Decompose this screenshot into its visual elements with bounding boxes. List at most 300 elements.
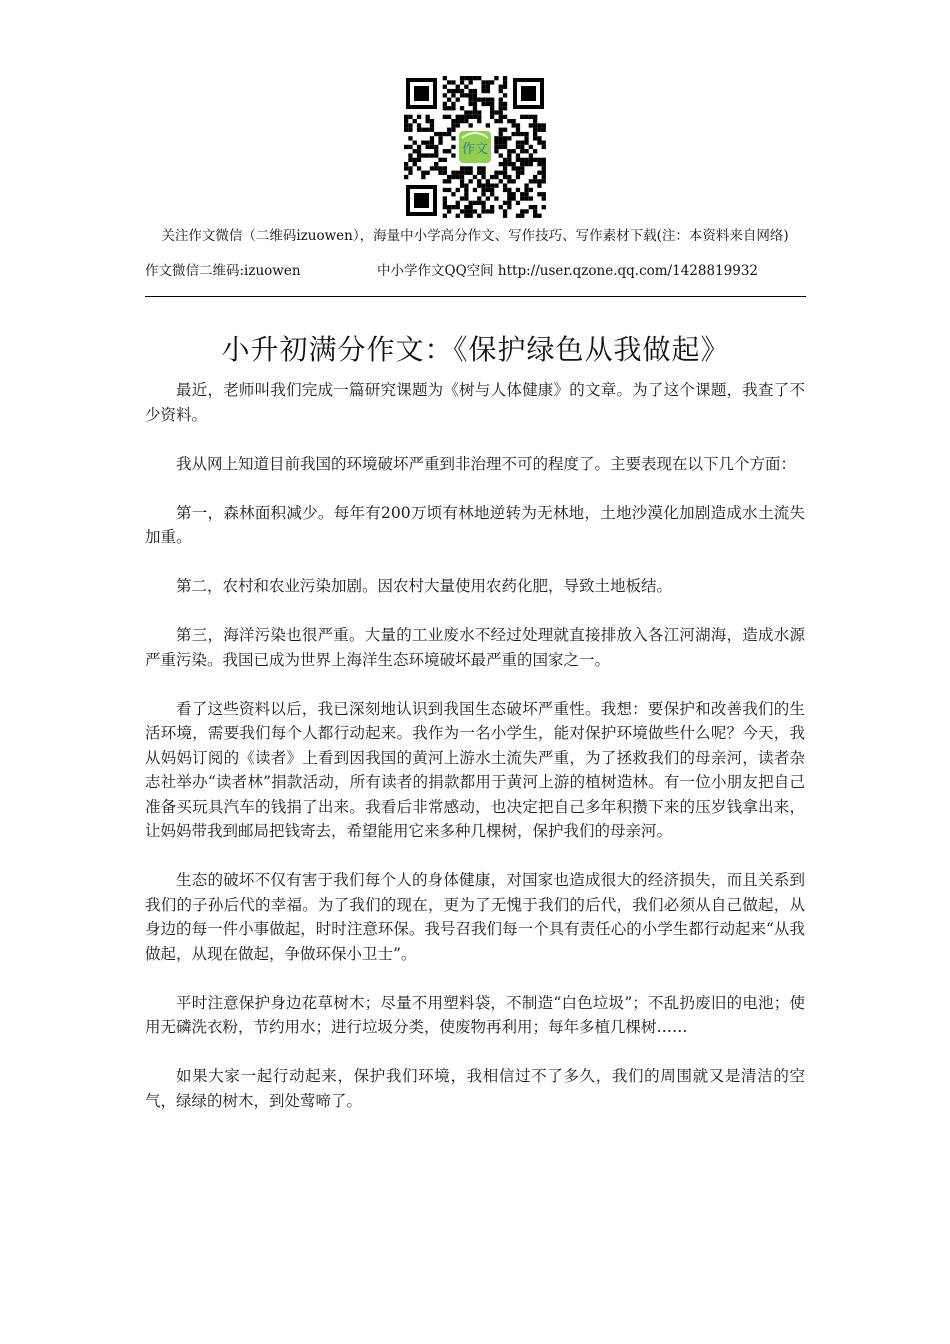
qr-module [537, 184, 541, 188]
qr-module [426, 119, 430, 123]
qr-module [421, 171, 425, 175]
qr-module [490, 80, 494, 84]
qr-module [516, 145, 520, 149]
qr-module [542, 196, 546, 200]
qr-module [481, 201, 485, 205]
qr-module [499, 162, 503, 166]
qr-module [460, 209, 464, 213]
paragraph: 平时注意保护身边花草树木；尽量不用塑料袋，不制造“白色垃圾”；不乱扔废旧的电池；使用无磷洗衣粉，节约用水；进行垃圾分类，使废物再利用；每年多植几棵树…… [145, 993, 805, 1036]
qr-module [456, 205, 460, 209]
qr-module [490, 115, 494, 119]
qr-module [507, 175, 511, 179]
qr-module [417, 166, 421, 170]
qr-module [486, 89, 490, 93]
qr-module [503, 162, 507, 166]
qr-module [404, 128, 408, 132]
qr-module [404, 162, 408, 166]
qr-module [469, 214, 473, 218]
qr-module [524, 209, 528, 213]
qr-module [516, 171, 520, 175]
qr-module [512, 132, 516, 136]
qr-module [451, 192, 455, 196]
qr-module [537, 162, 541, 166]
qr-module [447, 106, 451, 110]
qr-module [494, 141, 498, 145]
qr-module [456, 98, 460, 102]
qr-module [456, 214, 460, 218]
qr-module [503, 166, 507, 170]
qr-module [503, 184, 507, 188]
qr-module [533, 175, 537, 179]
qr-module [529, 188, 533, 192]
qr-module [460, 93, 464, 97]
qr-module [507, 196, 511, 200]
qr-module [524, 192, 528, 196]
qr-module [451, 136, 455, 140]
qr-module [499, 128, 503, 132]
qr-module [499, 89, 503, 93]
qr-module [516, 153, 520, 157]
qr-module [507, 153, 511, 157]
qr-module [413, 158, 417, 162]
qr-module [499, 119, 503, 123]
qr-module [481, 209, 485, 213]
qr-module [481, 184, 485, 188]
qr-module [529, 145, 533, 149]
qr-module [537, 192, 541, 196]
qr-module [447, 175, 451, 179]
qr-module [443, 115, 447, 119]
qr-module [503, 128, 507, 132]
qr-module [499, 145, 503, 149]
qr-module [512, 196, 516, 200]
qr-module [499, 179, 503, 183]
wechat-id: 作文微信二维码:izuowen [145, 263, 301, 279]
qr-module [499, 205, 503, 209]
qr-module [443, 188, 447, 192]
qr-module [486, 98, 490, 102]
qr-module [503, 76, 507, 80]
qr-module [503, 145, 507, 149]
qzone-link[interactable]: 中小学作文QQ空间 http://user.qzone.qq.com/1428819932 [377, 263, 758, 279]
qr-module [494, 110, 498, 114]
qr-module [447, 209, 451, 213]
qr-module [481, 166, 485, 170]
qr-module [417, 158, 421, 162]
qr-module [408, 115, 412, 119]
qr-module [464, 188, 468, 192]
qr-module [443, 179, 447, 183]
qr-module [537, 123, 541, 127]
qr-module [443, 201, 447, 205]
qr-module [512, 149, 516, 153]
qr-module [486, 123, 490, 127]
qr-module [520, 209, 524, 213]
qr-module [404, 166, 408, 170]
qr-module [494, 76, 498, 80]
qr-module [524, 149, 528, 153]
qr-module [503, 136, 507, 140]
qr-code [404, 76, 546, 218]
qr-module [460, 166, 464, 170]
qr-module [421, 153, 425, 157]
qr-module [430, 166, 434, 170]
qr-module [438, 132, 442, 136]
qr-module [473, 98, 477, 102]
qr-module [481, 188, 485, 192]
qr-module [503, 141, 507, 145]
qr-module [408, 128, 412, 132]
qr-module [520, 214, 524, 218]
qr-module [447, 80, 451, 84]
qr-module [443, 205, 447, 209]
qr-module [447, 179, 451, 183]
qr-module [477, 171, 481, 175]
qr-module [469, 98, 473, 102]
qr-module [464, 192, 468, 196]
qr-module [503, 102, 507, 106]
qr-module [443, 85, 447, 89]
qr-module [503, 106, 507, 110]
qr-module [426, 128, 430, 132]
qr-module [408, 123, 412, 127]
qr-module [430, 123, 434, 127]
qr-module [537, 158, 541, 162]
qr-module [447, 98, 451, 102]
qr-module [477, 166, 481, 170]
qr-module [533, 214, 537, 218]
paragraph: 看了这些资料以后，我已深刻地认识到我国生态破坏严重性。我想：要保护和改善我们的生活环境，需要我们每个人都行动起来。我作为一名小学生，能对保护环境做些什么呢？今天，我从妈妈订阅的《读者》上看到因我国的黄河上游水土流失严重，为了拯救我们的母亲河，读者杂志社举办“读者林”捐款活动，所有读者的捐款都用于黄河上游的植树造林。有一位小朋友把自己准备买玩具汽车的钱捐了出来。我看后非常感动，也决定把自己多年积攒下来的压岁钱拿出来，让妈妈带我到邮局把钱寄去，希望能用它来多种几棵树，保护我们的母亲河。 [145, 699, 805, 840]
qr-module [490, 110, 494, 114]
qr-module [451, 93, 455, 97]
qr-module [413, 162, 417, 166]
qr-module [503, 188, 507, 192]
qr-module [473, 201, 477, 205]
qr-module [512, 123, 516, 127]
qr-module [503, 214, 507, 218]
page-title: 小升初满分作文：《保护绿色从我做起》 [221, 332, 730, 366]
qr-module [533, 205, 537, 209]
qr-module [469, 123, 473, 127]
qr-module [477, 214, 481, 218]
qr-module [451, 128, 455, 132]
qr-module [460, 106, 464, 110]
qr-module [503, 171, 507, 175]
qr-module [481, 85, 485, 89]
qr-module [516, 188, 520, 192]
qr-module [533, 209, 537, 213]
qr-module [447, 149, 451, 153]
qr-module [443, 214, 447, 218]
qr-module [469, 89, 473, 93]
qr-module [408, 136, 412, 140]
qr-module [512, 119, 516, 123]
qr-module [486, 209, 490, 213]
qr-module [507, 162, 511, 166]
qr-module [464, 93, 468, 97]
qr-module [499, 171, 503, 175]
qr-module [486, 80, 490, 84]
qr-module [456, 201, 460, 205]
qr-module [533, 128, 537, 132]
qr-module [542, 166, 546, 170]
qr-module [447, 132, 451, 136]
qr-module [417, 153, 421, 157]
header-note: 关注作文微信（二维码izuowen），海量中小学高分作文、写作技巧、写作素材下载(注：本资料来自网络) [161, 228, 789, 244]
qr-module [430, 128, 434, 132]
qr-finder-bottom-left [406, 185, 437, 216]
qr-module [451, 175, 455, 179]
qr-module [542, 171, 546, 175]
qr-module [481, 175, 485, 179]
qr-module [516, 128, 520, 132]
qr-module [477, 184, 481, 188]
qr-module [542, 179, 546, 183]
qr-module [507, 179, 511, 183]
qr-module [503, 209, 507, 213]
qr-module [494, 119, 498, 123]
qr-module [430, 153, 434, 157]
qr-module [408, 158, 412, 162]
qr-module [469, 179, 473, 183]
qr-module [537, 214, 541, 218]
qr-module [426, 153, 430, 157]
qr-module [434, 149, 438, 153]
qr-module [464, 85, 468, 89]
qr-module [533, 149, 537, 153]
qr-module [520, 145, 524, 149]
qr-module [417, 149, 421, 153]
qr-module [490, 98, 494, 102]
qr-module [469, 102, 473, 106]
qr-module [537, 136, 541, 140]
qr-module [486, 196, 490, 200]
qr-module [499, 141, 503, 145]
qr-center-logo [457, 129, 493, 165]
qr-module [537, 128, 541, 132]
qr-module [451, 145, 455, 149]
qr-module [507, 205, 511, 209]
qr-module [499, 115, 503, 119]
header-divider [145, 296, 806, 297]
qr-module [490, 205, 494, 209]
qr-module [494, 145, 498, 149]
qr-module [516, 166, 520, 170]
paragraph: 最近，老师叫我们完成一篇研究课题为《树与人体健康》的文章。为了这个课题，我查了不少资料。 [145, 381, 805, 424]
qr-module [426, 115, 430, 119]
qr-module [520, 166, 524, 170]
qr-module [464, 196, 468, 200]
qr-module [417, 123, 421, 127]
qr-module [499, 136, 503, 140]
qr-module [434, 162, 438, 166]
qr-module [477, 196, 481, 200]
qr-module [542, 205, 546, 209]
qr-module [404, 115, 408, 119]
qr-module [469, 76, 473, 80]
qr-module [443, 196, 447, 200]
qr-module [464, 205, 468, 209]
qr-code-image [404, 76, 546, 218]
qr-module [451, 153, 455, 157]
qr-module [481, 80, 485, 84]
qr-module [451, 106, 455, 110]
qr-module [507, 188, 511, 192]
qr-module [456, 123, 460, 127]
qr-module [537, 171, 541, 175]
qr-module [494, 175, 498, 179]
qr-module [473, 175, 477, 179]
qr-module [460, 89, 464, 93]
qr-module [486, 85, 490, 89]
qr-module [477, 115, 481, 119]
qr-module [473, 102, 477, 106]
qr-module [524, 158, 528, 162]
qr-module [507, 192, 511, 196]
qr-module [520, 196, 524, 200]
qr-module [464, 76, 468, 80]
qr-module [434, 145, 438, 149]
qr-module [524, 162, 528, 166]
qr-module [469, 80, 473, 84]
qr-module [516, 175, 520, 179]
qr-module [469, 115, 473, 119]
qr-module [494, 184, 498, 188]
qr-module [529, 123, 533, 127]
qr-module [529, 158, 533, 162]
qr-module [464, 209, 468, 213]
qr-module [529, 115, 533, 119]
qr-module [503, 93, 507, 97]
qr-module [533, 179, 537, 183]
qr-module [469, 201, 473, 205]
qr-module [516, 214, 520, 218]
qr-module [529, 196, 533, 200]
qr-module [473, 106, 477, 110]
qr-module [481, 89, 485, 93]
qr-module [524, 141, 528, 145]
qr-module [469, 205, 473, 209]
qr-module [490, 184, 494, 188]
qr-module [443, 106, 447, 110]
qr-module [481, 192, 485, 196]
qr-module [421, 141, 425, 145]
qr-module [426, 145, 430, 149]
qr-module [460, 196, 464, 200]
qr-module [438, 166, 442, 170]
qr-module [443, 149, 447, 153]
qr-module [464, 110, 468, 114]
qr-module [464, 184, 468, 188]
qr-module [430, 141, 434, 145]
qr-module [451, 123, 455, 127]
qr-module [520, 171, 524, 175]
qr-module [542, 141, 546, 145]
qr-module [490, 192, 494, 196]
qr-module [417, 128, 421, 132]
qr-module [460, 171, 464, 175]
qr-module [408, 153, 412, 157]
qr-module [490, 175, 494, 179]
qr-module [473, 93, 477, 97]
qr-module [490, 106, 494, 110]
qr-module [512, 192, 516, 196]
qr-module [460, 119, 464, 123]
qr-module [464, 119, 468, 123]
qr-module [464, 214, 468, 218]
qr-module [451, 89, 455, 93]
qr-module [451, 80, 455, 84]
qr-module [460, 179, 464, 183]
qr-module [503, 80, 507, 84]
paragraph: 生态的破坏不仅有害于我们每个人的身体健康，对国家也造成很大的经济损失，而且关系到我们的子孙后代的幸福。为了我们的现在，更为了无愧于我们的后代，我们必须从自己做起，从身边的每一件小事做起，时时注意环保。我号召我们每一个具有责任心的小学生都行动起来“从我做起，从现在做起，争做环保小卫士”。 [145, 871, 805, 963]
qr-module [507, 119, 511, 123]
qr-module [477, 98, 481, 102]
qr-module [464, 171, 468, 175]
qr-module [499, 98, 503, 102]
qr-module [481, 205, 485, 209]
qr-module [507, 149, 511, 153]
qr-module [507, 158, 511, 162]
qr-module [503, 85, 507, 89]
qr-module [451, 119, 455, 123]
qr-module [499, 110, 503, 114]
qr-module [438, 136, 442, 140]
qr-module [443, 158, 447, 162]
qr-module [481, 171, 485, 175]
qr-module [460, 76, 464, 80]
qr-module [481, 102, 485, 106]
qr-module [477, 76, 481, 80]
qr-module [490, 188, 494, 192]
qr-module [417, 115, 421, 119]
qr-module [520, 158, 524, 162]
qr-module [408, 145, 412, 149]
qr-module [490, 209, 494, 213]
qr-module [451, 171, 455, 175]
qr-module [430, 145, 434, 149]
qr-module [542, 158, 546, 162]
article-body [145, 378, 805, 1138]
qr-module [524, 132, 528, 136]
qr-module [516, 158, 520, 162]
qr-module [404, 145, 408, 149]
qr-module [503, 175, 507, 179]
qr-module [477, 110, 481, 114]
qr-module [512, 162, 516, 166]
qr-module [460, 115, 464, 119]
qr-module [473, 115, 477, 119]
qr-finder-top-right [513, 78, 544, 109]
qr-module [494, 196, 498, 200]
qr-module [443, 132, 447, 136]
qr-module [473, 76, 477, 80]
qr-module [426, 141, 430, 145]
qr-module [503, 201, 507, 205]
qr-module [443, 93, 447, 97]
qr-finder-top-left [406, 78, 437, 109]
qr-module [473, 110, 477, 114]
paragraph: 如果大家一起行动起来，保护我们环境，我相信过不了多久，我们的周围就又是清洁的空气，绿绿的树木，到处莺啼了。 [145, 1067, 805, 1110]
qr-module [477, 119, 481, 123]
qr-module [460, 184, 464, 188]
qr-module [499, 106, 503, 110]
qr-module [520, 141, 524, 145]
qr-module [529, 205, 533, 209]
qr-module [413, 119, 417, 123]
qr-module [520, 115, 524, 119]
qr-module [520, 149, 524, 153]
